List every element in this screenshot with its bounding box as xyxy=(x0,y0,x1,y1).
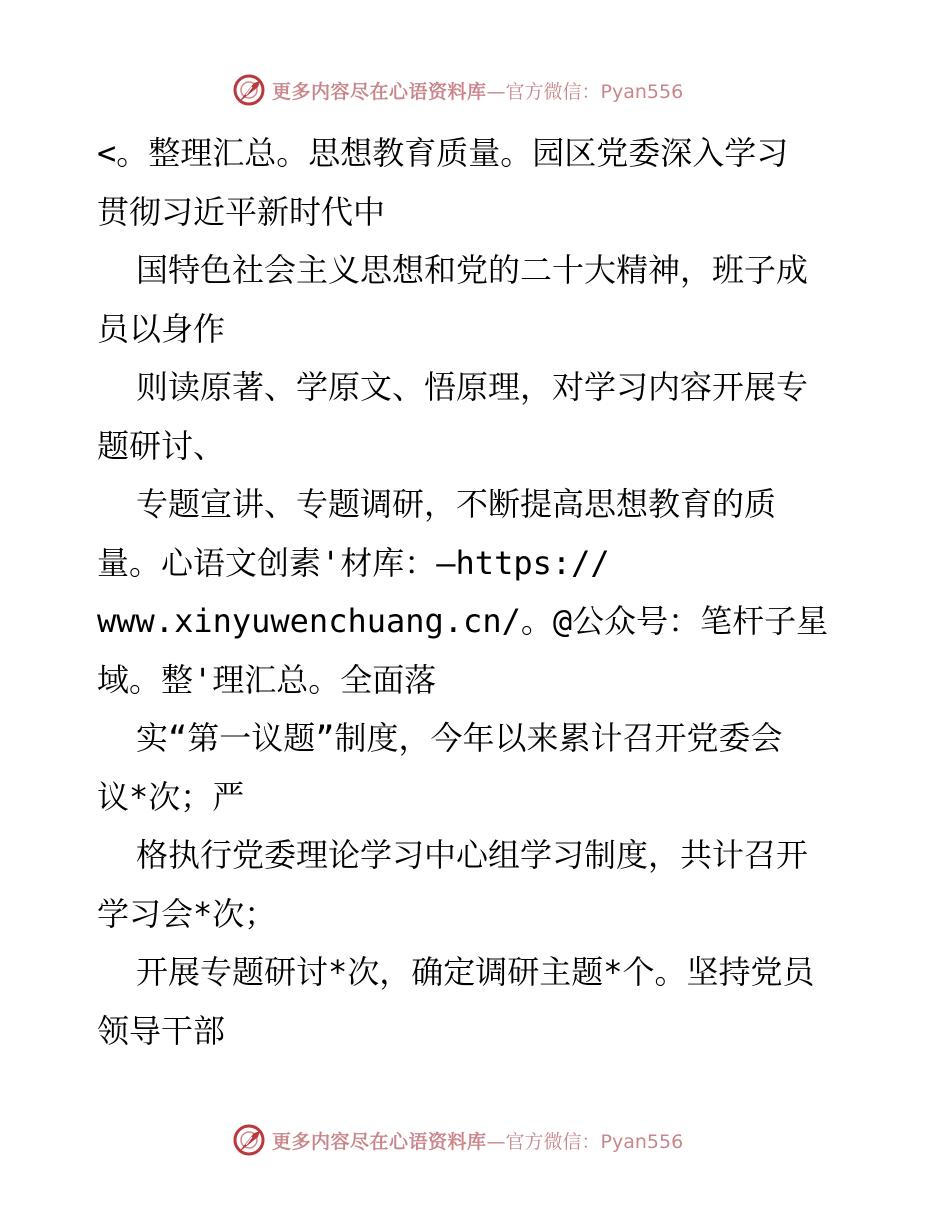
pen-nib-circle-logo-icon xyxy=(232,1123,266,1157)
text-line: www.xinyuwenchuang.cn/。@公众号：笔杆子星 xyxy=(97,602,829,640)
pen-nib-circle-logo-icon xyxy=(232,73,266,107)
text-line: 国特色社会主义思想和党的二十大精神，班子成 xyxy=(136,251,809,289)
text-line: 格执行党委理论学习中心组学习制度，共计召开 xyxy=(136,836,809,874)
text-line: 开展专题研讨*次，确定调研主题*个。坚持党员 xyxy=(136,953,815,991)
text-line: 领导干部 xyxy=(97,1011,226,1050)
document-body xyxy=(97,124,887,1060)
footer-banner xyxy=(232,1122,683,1158)
footer-banner-main-text: 更多内容尽在心语资料库 xyxy=(272,1130,487,1153)
header-banner-main-text: 更多内容尽在心语资料库 xyxy=(272,80,487,103)
text-line: <。整理汇总。思想教育质量。园区党委深入学习 xyxy=(97,134,789,172)
text-line: 域。整'理汇总。全面落 xyxy=(97,660,437,699)
text-line: 则读原著、学原文、悟原理，对学习内容开展专 xyxy=(136,368,809,406)
text-line: 员以身作 xyxy=(97,309,226,348)
text-line: 量。心语文创素'材库：—https:// xyxy=(97,543,610,582)
text-line: 专题宣讲、专题调研，不断提高思想教育的质 xyxy=(136,485,777,523)
header-banner-sub-text: —官方微信：Pyan556 xyxy=(486,80,684,103)
text-line: 贯彻习近平新时代中 xyxy=(97,192,386,231)
footer-banner-sub-text: —官方微信：Pyan556 xyxy=(486,1130,684,1153)
text-line: 实“第一议题”制度，今年以来累计召开党委会 xyxy=(136,719,783,757)
text-line: 议*次；严 xyxy=(97,777,245,816)
header-banner xyxy=(232,72,683,108)
text-line: 题研讨、 xyxy=(97,426,226,465)
text-line: 学习会*次； xyxy=(97,894,277,933)
